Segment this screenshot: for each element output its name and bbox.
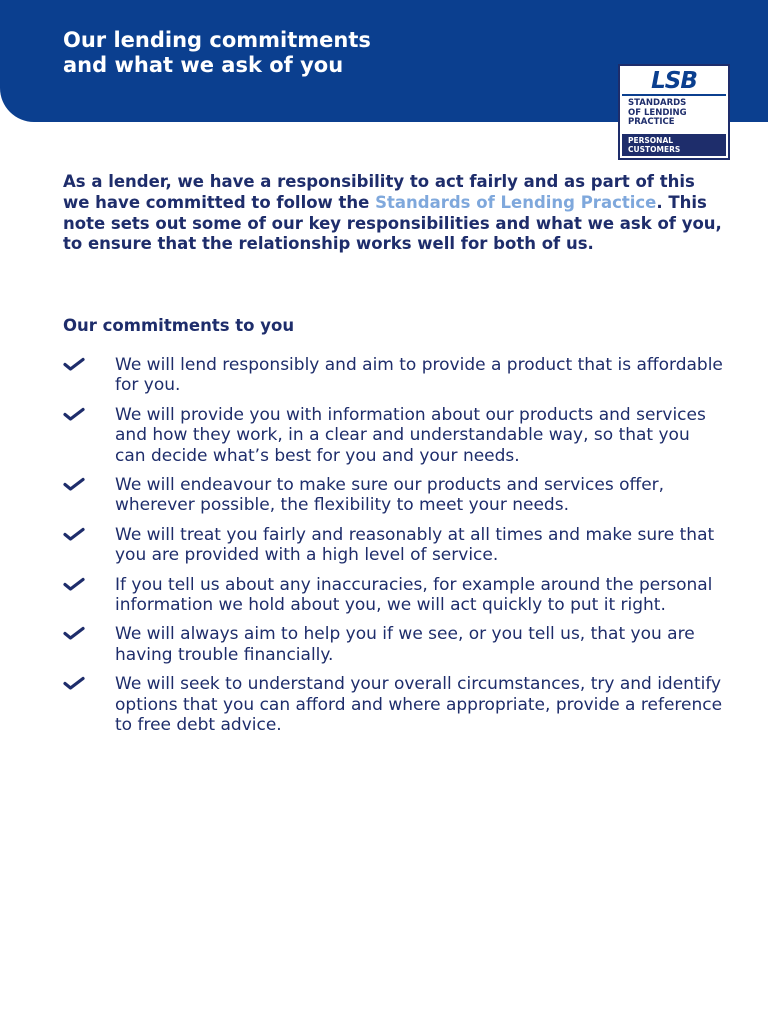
list-item-text: We will lend responsibly and aim to provide a product that is affordable for you. (115, 355, 723, 396)
intro-paragraph (63, 172, 723, 255)
section-heading: Our commitments to you (63, 316, 295, 335)
logo-band: PERSONAL CUSTOMERS (622, 134, 726, 156)
list-item-text: We will provide you with information about our products and services and how they work, in a clear and understandable way, so that you can decide what’s best for you and your needs. (115, 404, 706, 466)
list-item (63, 674, 723, 735)
list-item (63, 405, 723, 466)
check-icon (63, 407, 85, 421)
page-title: Our lending commitments and what we ask of you (63, 28, 371, 77)
standards-link[interactable]: Standards of Lending Practice (375, 192, 657, 212)
list-item (63, 575, 723, 616)
list-item-text: We will seek to understand your overall circumstances, try and identify options that you can afford and where appropriate, provide a reference to free debt advice. (115, 674, 723, 736)
list-item-text: We will treat you fairly and reasonably at all times and make sure that you are provided with a high level of service. (115, 524, 715, 566)
list-item (63, 475, 723, 516)
lsb-logo (620, 66, 728, 158)
intro-text-after: . This note sets out some of our key responsibilities and what we ask of you, to ensure that the relationship works well for both of us. (63, 192, 722, 254)
intro-text-before: As a lender, we have a responsibility to act fairly and as part of this we have committed to follow the (63, 172, 695, 212)
logo-text: STANDARDS OF LENDING PRACTICE (628, 98, 687, 127)
list-item-text: We will always aim to help you if we see, or you tell us, that you are having trouble financially. (115, 624, 695, 665)
check-icon (63, 626, 85, 640)
check-icon (63, 676, 85, 690)
logo-mark: LSB (622, 68, 726, 96)
check-icon (63, 577, 85, 591)
check-icon (63, 357, 85, 371)
check-icon (63, 477, 85, 491)
list-item (63, 624, 723, 665)
list-item-text: If you tell us about any inaccuracies, for example around the personal information we hold about you, we will act quickly to put it right. (115, 574, 713, 616)
commitments-list (63, 355, 723, 745)
list-item-text: We will endeavour to make sure our products and services offer, wherever possible, the flexibility to meet your needs. (115, 475, 665, 516)
check-icon (63, 527, 85, 541)
list-item (63, 525, 723, 566)
list-item (63, 355, 723, 396)
